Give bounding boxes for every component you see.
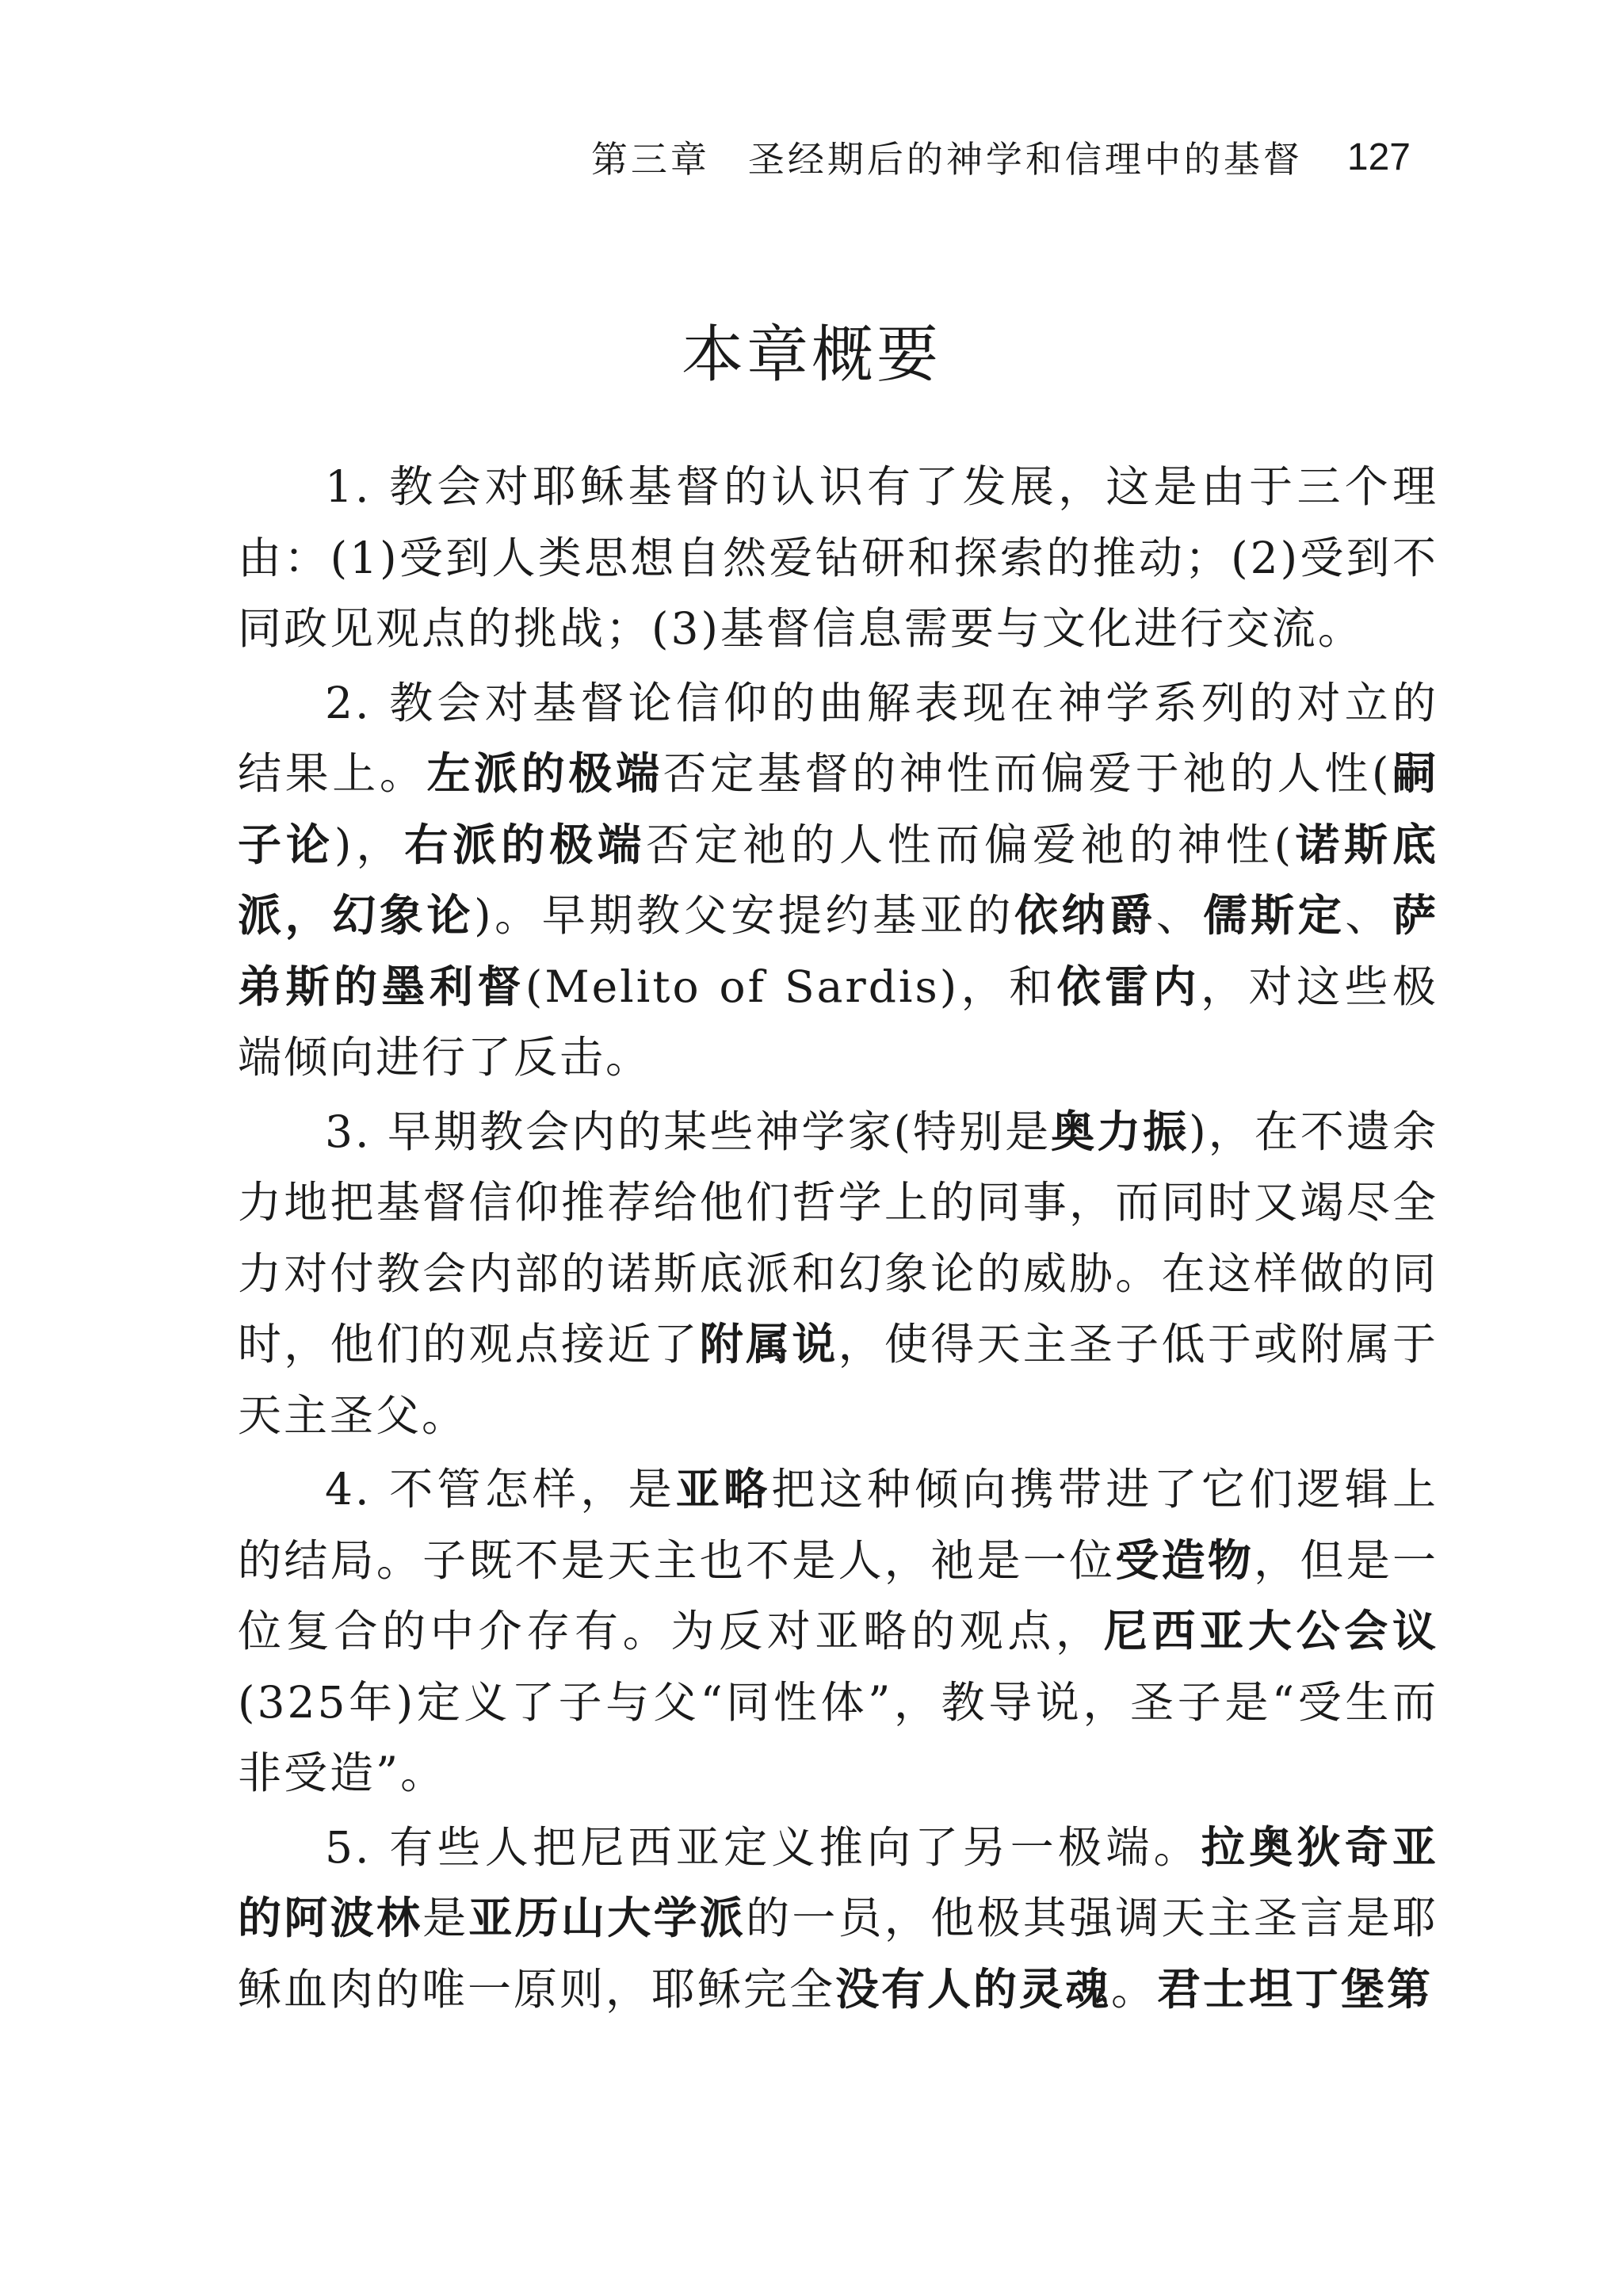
key-term: 依雷内 <box>1056 961 1201 1012</box>
summary-body <box>238 452 1438 2028</box>
key-term: 受造物 <box>1115 1534 1254 1586</box>
text-segment: 4. 不管怎样，是 <box>325 1464 676 1515</box>
key-term: 附属说 <box>699 1319 838 1370</box>
text-segment: )，在不遗余力地把基督信仰推荐给他们哲学上的同事，而同时又竭尽全力对付教会内部的诺斯底派和幻象论的威胁。在这样做的同时，他们的观点接近了 <box>238 1106 1438 1370</box>
text-segment: 2. 教会对基督论信仰的曲解表现在神学系列的对立的结果上。 <box>238 677 1438 799</box>
summary-paragraph-5 <box>238 1813 1438 2026</box>
text-segment: ，对这些极端倾向进行了反击。 <box>238 961 1438 1083</box>
text-segment: 3. 早期教会内的某些神学家(特别是 <box>325 1106 1052 1157</box>
section-title: 本章概要 <box>681 319 941 391</box>
key-term: 亚略 <box>675 1464 772 1515</box>
text-segment: 。 <box>1111 1963 1158 2015</box>
text-segment: 的一员，他极其强调天主圣言是耶稣血肉的唯一原则，耶稣完全 <box>238 1893 1438 2015</box>
text-segment: (Melito of Sardis)，和 <box>525 961 1057 1012</box>
text-segment: 否定基督的神性而偏爱于祂的人性( <box>663 748 1392 799</box>
text-segment: )。早期教父安提约基亚的 <box>474 890 1014 941</box>
text-segment: 把这种倾向携带进了它们逻辑上的结局。子既不是天主也不是人，祂是一位 <box>238 1464 1438 1586</box>
text-segment: 、 <box>1155 890 1204 941</box>
text-segment: 1. 教会对耶稣基督的认识有了发展，这是由于三个理由：(1)受到人类思想自然爱钻研和探索的推动；(2)受到不同政见观点的挑战；(3)基督信息需要与文化进行交流。 <box>238 461 1438 654</box>
text-segment: 是 <box>422 1893 469 1943</box>
text-segment: )， <box>334 819 405 870</box>
summary-paragraph-4 <box>238 1454 1438 1809</box>
key-term: 君士坦丁堡第 <box>1157 1963 1434 2015</box>
key-term: 拉奥狄奇亚的阿波林 <box>238 1821 1438 1943</box>
summary-paragraph-3 <box>238 1097 1438 1452</box>
key-term: 奥力振 <box>1051 1106 1190 1157</box>
key-term: 萨弟斯的墨利督 <box>238 890 1438 1012</box>
running-header <box>238 125 1411 189</box>
key-term: 左派的极端 <box>426 748 663 799</box>
key-term: 诺斯底派，幻象论 <box>238 819 1438 941</box>
text-segment: ，使得天主圣子低于或附属于天主圣父。 <box>238 1319 1438 1441</box>
text-segment: (325年)定义了子与父“同性体”，教导说，圣子是“受生而非受造”。 <box>238 1676 1438 1798</box>
text-segment: 否定祂的人性而偏爱祂的神性( <box>646 819 1294 870</box>
chapter-title: 圣经期后的神学和信理中的基督 <box>747 138 1303 181</box>
page-number: 127 <box>1346 136 1411 178</box>
text-segment: 5. 有些人把尼西亚定义推向了另一极端。 <box>325 1821 1201 1873</box>
key-term: 亚历山大学派 <box>468 1893 747 1943</box>
key-term: 嗣子论 <box>238 748 1438 870</box>
text-segment: 、 <box>1345 890 1392 941</box>
key-term: 右派的极端 <box>404 819 647 870</box>
key-term: 尼西亚大公会议 <box>1103 1606 1438 1656</box>
chapter-label: 第三章 <box>590 138 710 181</box>
summary-paragraph-1 <box>238 452 1438 665</box>
text-segment: ，但是一位复合的中介存有。为反对亚略的观点， <box>238 1534 1438 1656</box>
key-term: 依纳爵 <box>1014 890 1156 941</box>
key-term: 没有人的灵魂 <box>835 1963 1112 2015</box>
key-term: 儒斯定 <box>1203 890 1346 941</box>
summary-paragraph-2 <box>238 668 1438 1094</box>
